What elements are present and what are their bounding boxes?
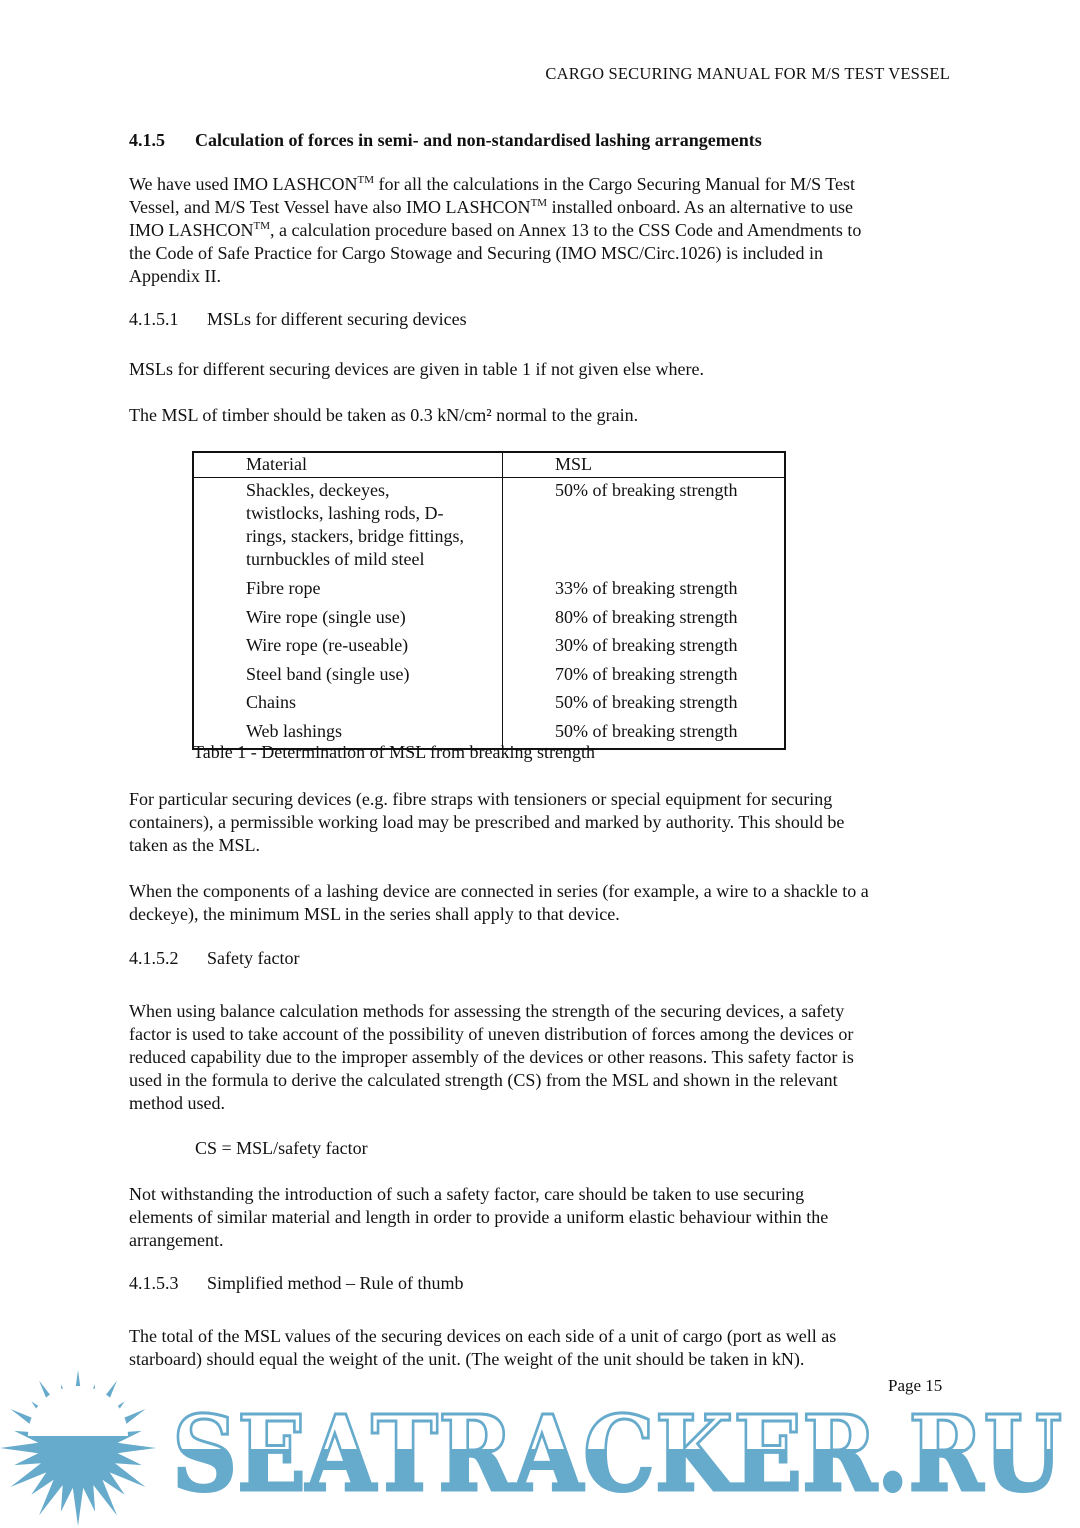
table-row [193, 577, 785, 606]
material-cell: Wire rope (re-useable) [193, 634, 503, 663]
msl-table [192, 451, 786, 750]
material-cell: Fibre rope [193, 577, 503, 606]
msl-cell: 50% of breaking strength [555, 692, 738, 712]
paragraph-rule-of-thumb [129, 1325, 836, 1371]
subsection-number: 4.1.5.2 [129, 948, 179, 968]
text-segment: deckeye), the minimum MSL in the series shall apply to that device. [129, 904, 620, 924]
material-line: Shackles, deckeyes, [246, 480, 390, 500]
text-line [129, 404, 638, 427]
text-line [129, 1000, 854, 1023]
msl-cell: 50% of breaking strength [555, 720, 738, 741]
msl-cell: 50% of breaking strength [555, 480, 738, 500]
sun-icon [0, 1370, 156, 1526]
material-cell: Chains [193, 691, 503, 720]
table-row [193, 606, 785, 635]
text-line [129, 1229, 828, 1252]
material-cell: Steel band (single use) [193, 663, 503, 692]
text-segment: starboard) should equal the weight of the unit. (The weight of the unit should be taken in kN). [129, 1349, 805, 1369]
trademark-superscript: TM [253, 220, 271, 232]
text-segment: When the components of a lashing device are connected in series (for example, a wire to a shackle to a [129, 881, 869, 901]
text-line [129, 788, 844, 811]
text-line [129, 1046, 854, 1069]
text-segment: , a calculation procedure based on Annex 13 to the CSS Code and Amendments to [270, 220, 862, 240]
subsection-title: Safety factor [207, 948, 300, 968]
table-row [193, 663, 785, 692]
table-header-material: Material [193, 452, 503, 478]
subsection-title: MSLs for different securing devices [207, 309, 467, 329]
text-segment: used in the formula to derive the calculated strength (CS) from the MSL and shown in the relevant [129, 1070, 838, 1090]
subsection-heading-4-1-5-2 [129, 948, 299, 969]
section-number: 4.1.5 [129, 130, 165, 150]
text-line [129, 1092, 854, 1115]
text-segment: Vessel, and M/S Test Vessel have also IMO LASHCON [129, 197, 531, 217]
table-row [193, 691, 785, 720]
text-line [129, 834, 844, 857]
paragraph-notwithstanding [129, 1183, 828, 1252]
watermark-text: SEATRACKER.RU [172, 1392, 1062, 1515]
text-line [129, 1325, 836, 1348]
text-line [129, 242, 861, 265]
text-segment: installed onboard. As an alternative to use [547, 197, 853, 217]
paragraph-intro [129, 173, 861, 288]
text-segment: MSLs for different securing devices are given in table 1 if not given else where. [129, 359, 704, 379]
text-line [129, 196, 861, 219]
text-segment: The total of the MSL values of the securing devices on each side of a unit of cargo (port as well as [129, 1326, 837, 1346]
paragraph-series [129, 880, 869, 926]
text-segment: IMO LASHCON [129, 220, 254, 240]
msl-cell: 80% of breaking strength [555, 606, 738, 627]
text-line [129, 1206, 828, 1229]
subsection-heading-4-1-5-1 [129, 309, 467, 330]
text-line [129, 1023, 854, 1046]
subsection-number: 4.1.5.1 [129, 309, 179, 329]
text-segment: For particular securing devices (e.g. fibre straps with tensioners or special equipment for securing [129, 789, 833, 809]
text-segment: Not withstanding the introduction of such a safety factor, care should be taken to use securing [129, 1184, 805, 1204]
text-segment: Appendix II. [129, 266, 221, 286]
section-title: Calculation of forces in semi- and non-standardised lashing arrangements [195, 130, 762, 150]
subsection-number: 4.1.5.3 [129, 1273, 179, 1293]
msl-cell: 70% of breaking strength [555, 663, 738, 684]
trademark-superscript: TM [357, 174, 375, 186]
text-segment: containers), a permissible working load may be prescribed and marked by authority. This should be [129, 812, 845, 832]
text-line [129, 358, 704, 381]
material-line: rings, stackers, bridge fittings, [246, 526, 464, 546]
paragraph-particular [129, 788, 844, 857]
subsection-heading-4-1-5-3 [129, 1273, 463, 1294]
material-line: twistlocks, lashing rods, D- [246, 503, 444, 523]
table-header-msl: MSL [503, 452, 786, 478]
text-segment: We have used IMO LASHCON [129, 174, 358, 194]
msl-cell: 33% of breaking strength [555, 578, 738, 598]
text-segment: taken as the MSL. [129, 835, 260, 855]
table-row [193, 634, 785, 663]
paragraph-msl [129, 358, 704, 381]
material-cell [193, 478, 503, 578]
text-segment: the Code of Safe Practice for Cargo Stowage and Securing (IMO MSC/Circ.1026) is included in [129, 243, 824, 263]
material-cell: Wire rope (single use) [193, 606, 503, 635]
page-number: Page 15 [888, 1376, 943, 1395]
text-line [129, 219, 861, 242]
trademark-superscript: TM [530, 197, 548, 209]
running-header: CARGO SECURING MANUAL FOR M/S TEST VESSEL [545, 64, 950, 83]
material-cell: Web lashings [193, 720, 503, 750]
paragraph-timber [129, 404, 638, 427]
text-line [129, 880, 869, 903]
formula: CS = MSL/safety factor [195, 1138, 368, 1158]
text-line [129, 1183, 828, 1206]
text-segment: arrangement. [129, 1230, 224, 1250]
msl-cell: 30% of breaking strength [555, 635, 738, 655]
table-caption: Table 1 - Determination of MSL from breaking strength [193, 742, 595, 762]
text-segment: elements of similar material and length in order to provide a uniform elastic behaviour within the [129, 1207, 829, 1227]
section-heading [129, 130, 762, 151]
text-line [129, 1069, 854, 1092]
text-segment: factor is used to take account of the possibility of uneven distribution of forces among the devices or [129, 1024, 854, 1044]
text-line [129, 173, 861, 196]
text-line [129, 811, 844, 834]
text-segment: The MSL of timber should be taken as 0.3 kN/cm² normal to the grain. [129, 405, 639, 425]
text-segment: When using balance calculation methods for assessing the strength of the securing devices, a safety [129, 1001, 845, 1021]
text-line [129, 265, 861, 288]
text-segment: method used. [129, 1093, 225, 1113]
text-line [129, 903, 869, 926]
subsection-title: Simplified method – Rule of thumb [207, 1273, 464, 1293]
text-segment: for all the calculations in the Cargo Securing Manual for M/S Test [374, 174, 855, 194]
paragraph-safety [129, 1000, 854, 1115]
table-row [193, 478, 785, 578]
material-line: turnbuckles of mild steel [246, 549, 425, 569]
text-segment: reduced capability due to the improper assembly of the devices or other reasons. This safety factor is [129, 1047, 854, 1067]
